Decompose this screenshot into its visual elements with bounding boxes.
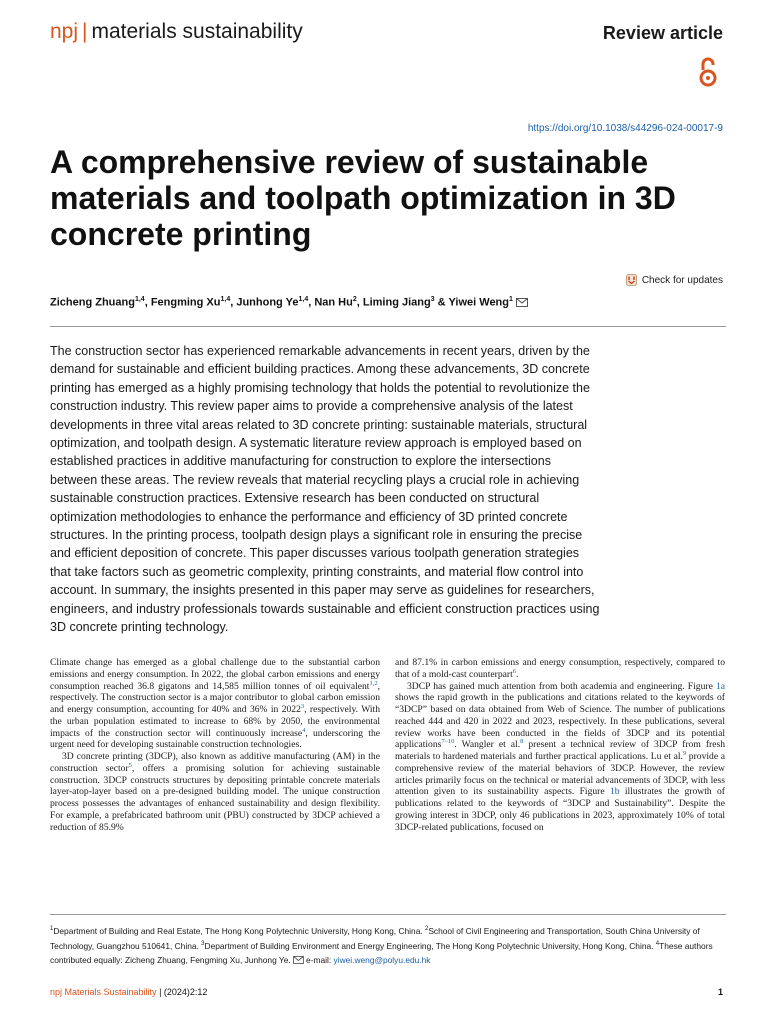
body-column-left: [50, 657, 380, 833]
footer-journal-link[interactable]: npj Materials Sustainability: [50, 987, 157, 997]
check-for-updates-label: Check for updates: [641, 274, 723, 286]
journal-header: [50, 20, 303, 44]
paragraph: 3D concrete printing (3DCP), also known as additive manufacturing (AM) in the construction sector$^5$, offers a promising solution for achieving sustainable construction. 3DCP constructs structures by depositing printable concrete materials layer-atop-layer based on a pre-designed building model. The unique construction process possesses the advantages of enhanced sustainability and design flexibility. For example, a prefabricated bathroom unit (PBU) constructed by 3DCP achieved a reduction of 85.9%: [50, 751, 380, 833]
citation-link[interactable]: 4: [302, 726, 306, 734]
author-affiliation: 1: [509, 296, 513, 303]
check-for-updates-icon: [626, 274, 637, 286]
author-name[interactable]: Fengming Xu: [150, 296, 221, 309]
paragraph: 3DCP has gained much attention from both academia and engineering. Figure 1a shows the rapid growth in the publications and citations related to the keywords of “3DCP” based on data obtained from Web of Science. The number of publications reached 444 and 420 in 2022 and 2023, respectively. In these publications, several review works have been conducted in the fields of 3DCP and its potential applications$^{7-10}$. Wangler et al.$^8$ present a technical review of 3DCP from fresh materials to hardened materials and further practical applications. Lu et al.$^9$ provide a comprehensive review of the material behaviors of 3DCP. However, the review articles primarily focus on the technical or material advancements of 3DCP, with less attention given to its sustainability aspects. Figure 1b illustrates the growth of publications related to the keywords of “3DCP and Sustainability”. Despite the growing interest in 3DCP, only 46 publications in 2023, approximately 10% of total 3DCP-related publications, focused on: [395, 680, 725, 833]
doi-link[interactable]: https://doi.org/10.1038/s44296-024-00017-9: [527, 123, 723, 134]
citation-link[interactable]: 8: [520, 738, 524, 746]
divider: [50, 326, 726, 327]
paragraph: Climate change has emerged as a global challenge due to the substantial carbon emissions and energy consumption. In 2022, the global carbon emissions and energy consumption reached 36.8 gigatons and 14,585 million tonnes of oil equivalent$^{1,2}$, respectively. The construction sector is a major contributor to global carbon emission and energy consumption, accounting for 40% and 36% in 2022$^3$, respectively. With the urban population estimated to increase to 68% by 2050, the environmental impacts of the construction sector will continuously increase$^4$, underscoring the urgent need for developing sustainable construction technologies.: [50, 657, 380, 751]
check-for-updates-button[interactable]: [626, 274, 723, 286]
figure-link[interactable]: 1b: [609, 786, 620, 798]
abstract: The construction sector has experienced remarkable advancements in recent years, driven by the demand for sustainable and efficient building practices. Among these advancements, 3D concrete printing has emerged as a highly promising technology that holds the potential to revolutionize the construction industry. This review paper aims to provide a comprehensive analysis of the latest developments in three vital areas related to 3D concrete printing: sustainable materials, structural optimization, and toolpath design. A systematic literature review approach is employed based on established practices in additive manufacturing for construction to explore the intersections between these areas. The review reveals that material recycling plays a crucial role in achieving sustainable construction practices. Extensive research has been conducted on structural optimization methodologies to enhance the performance and efficiency of 3D printed concrete structures. In the printing process, toolpath design plays a significant role in ensuring the precise and efficient deposition of concrete. This paper discusses various toolpath generation strategies that take factors such as geometric complexity, printing constraints, and material flow control into account. In summary, the insights presented in this paper may serve as guidelines for researchers, engineers, and industry professionals towards sustainable and efficient construction practices using 3D concrete printing technology.: [50, 344, 600, 635]
author-affiliation: 3: [430, 296, 435, 303]
author-name[interactable]: Yiwei Weng: [448, 296, 509, 309]
author-name[interactable]: Liming Jiang: [362, 296, 431, 309]
author-affiliation: 2: [352, 296, 357, 303]
journal-prefix: npj: [50, 20, 79, 43]
affiliations: $^1$Department of Building and Real Estate, The Hong Kong Polytechnic University, Hong Kong, China. $^2$School of Civil Engineering and Transportation, South China University of Technology, Guangzhou 510641, China. $^3$Department of Building Environment and Energy Engineering, The Hong Kong Polytechnic University, Hong Kong, China. $^4$These authors contributed equally: Zicheng Zhuang, Fengming Xu, Junhong Ye. e-mail: yiwei.weng@polyu.edu.hk: [50, 925, 713, 965]
citation-link[interactable]: 3: [300, 702, 305, 710]
divider: [50, 914, 726, 915]
body-column-right: [395, 657, 725, 833]
open-access-icon: [698, 56, 718, 88]
article-type: Review article: [602, 23, 723, 43]
author-list: Zicheng Zhuang$^{1,4}$, Fengming Xu$^{1,4}$, Junhong Ye$^{1,4}$, Nan Hu$^2$, Liming Jiang$^3$ & Yiwei Weng$^1$: [50, 296, 528, 309]
citation-link[interactable]: 9: [682, 749, 687, 757]
journal-separator: |: [82, 20, 88, 43]
author-name[interactable]: Nan Hu: [314, 296, 353, 309]
footer-citation: [50, 987, 207, 997]
email-link[interactable]: yiwei.weng@polyu.edu.hk: [333, 954, 431, 965]
citation-link[interactable]: 1,2: [369, 679, 378, 687]
citation-link[interactable]: 5: [128, 761, 132, 769]
mail-icon: [293, 956, 304, 964]
paragraph: and 87.1% in carbon emissions and energy consumption, respectively, compared to that of a mold-cast counterpart$^6$.: [395, 657, 725, 680]
page-number: 1: [717, 987, 723, 997]
mail-icon[interactable]: [516, 298, 528, 307]
citation-link[interactable]: 6: [512, 667, 516, 675]
author-affiliation: 1,4: [220, 296, 231, 303]
citation-link[interactable]: 7–10: [441, 738, 455, 746]
footer-volume: | (2024)2:12: [156, 987, 208, 997]
author-affiliation: 1,4: [134, 296, 145, 303]
author-name[interactable]: Zicheng Zhuang: [50, 296, 135, 309]
figure-link[interactable]: 1a: [715, 680, 725, 692]
author-name[interactable]: Junhong Ye: [236, 296, 299, 309]
journal-name: materials sustainability: [91, 20, 303, 43]
article-title: A comprehensive review of sustainable materials and toolpath optimization in 3D concrete printing: [50, 144, 676, 252]
author-affiliation: 1,4: [298, 296, 309, 303]
